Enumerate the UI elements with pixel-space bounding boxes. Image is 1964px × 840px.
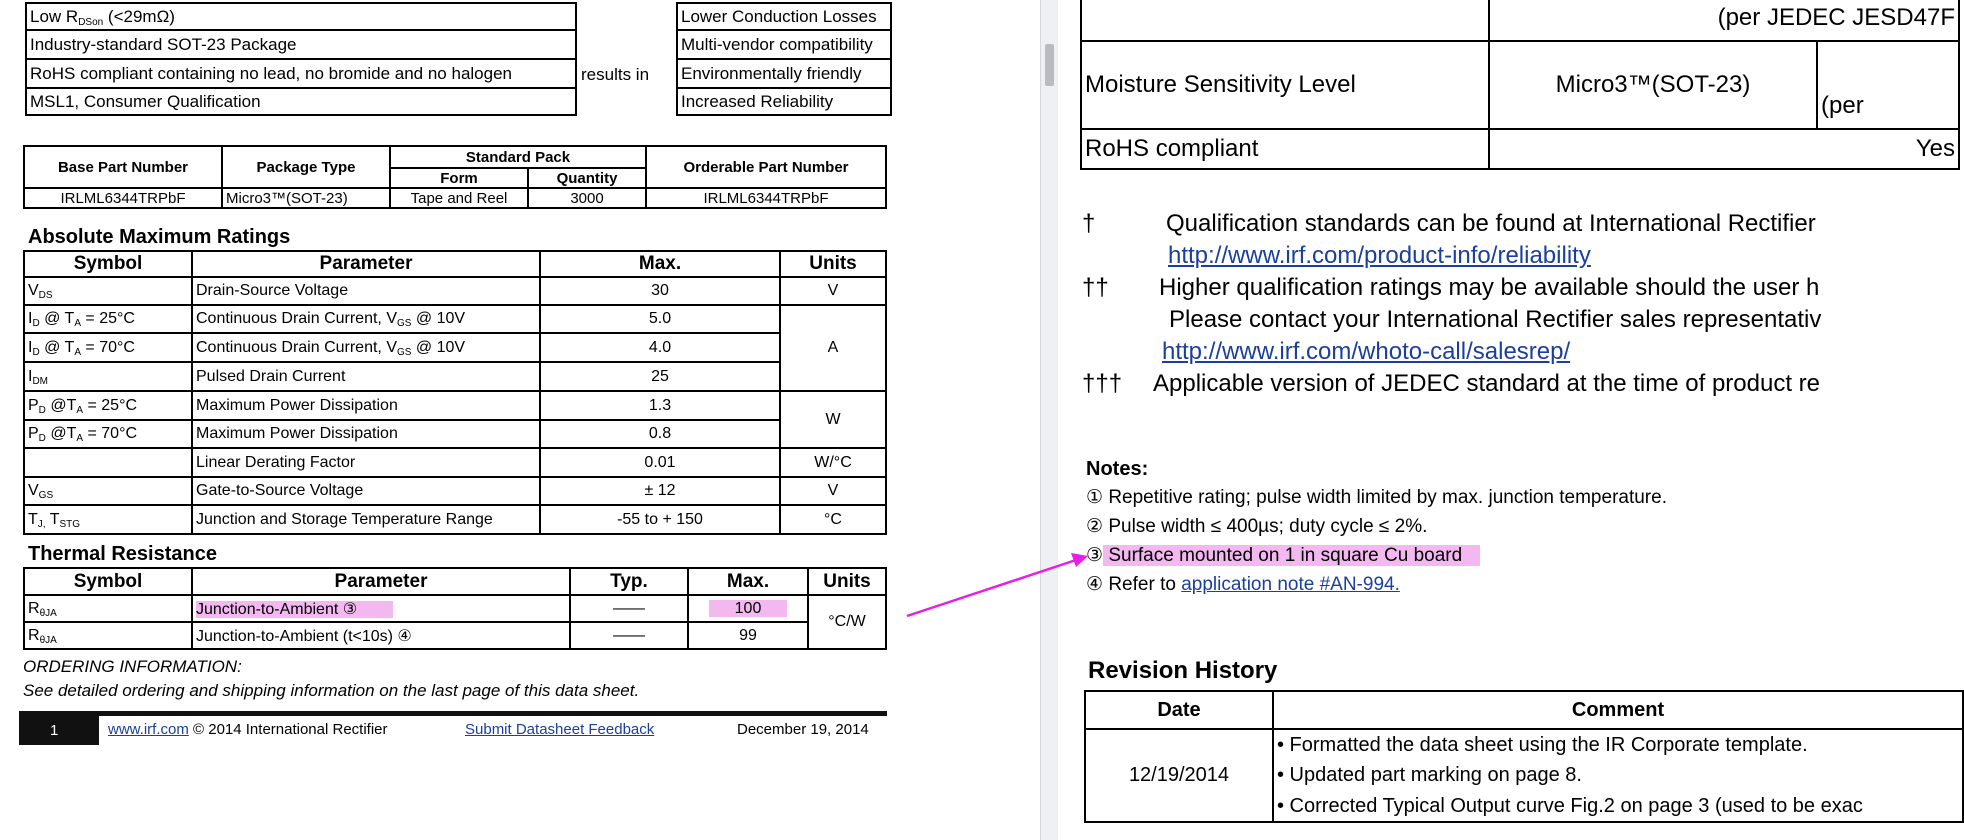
- max-cell: 25: [540, 362, 780, 391]
- footnote-mark: †: [1082, 210, 1096, 237]
- highlighted-parameter: Junction-to-Ambient ③: [196, 601, 393, 618]
- symbol-cell: $V_{GS}$: [24, 477, 192, 505]
- ordering-info-text: See detailed ordering and shipping information on the last page of this data sheet.: [23, 681, 640, 700]
- feedback-link[interactable]: Submit Datasheet Feedback: [465, 721, 655, 738]
- result-cell: Increased Reliability: [677, 88, 891, 115]
- typ-cell: ——: [570, 622, 688, 649]
- symbol-cell: $R_{\theta JA}$: [24, 595, 192, 622]
- feature-cell: Low $R_{DSon}$ (<29mΩ): [26, 3, 576, 30]
- note-item: ① Repetitive rating; pulse width limited by max. junction temperature.: [1086, 487, 1667, 508]
- header-units: Units: [780, 251, 886, 277]
- footnote-text: Qualification standards can be found at International Rectifier: [1166, 210, 1816, 237]
- units-cell: V: [780, 477, 886, 505]
- symbol-cell: $P_D$ $@T_A = 25^\circ C$: [24, 391, 192, 420]
- header-symbol: Symbol: [24, 568, 192, 595]
- units-cell: A: [780, 305, 886, 391]
- max-cell: -55 to + 150: [540, 505, 780, 534]
- footer-url-link[interactable]: www.irf.com: [108, 721, 189, 738]
- header-orderable: Orderable Part Number: [646, 146, 886, 188]
- symbol-cell: $I_{DM}$: [24, 362, 192, 391]
- arrow-head: [1071, 553, 1088, 567]
- revision-comment: • Updated part marking on page 8.: [1273, 760, 1963, 791]
- qualification-level-value: (per JEDEC JESD47F: [1489, 0, 1959, 41]
- footer-page-number: 1: [50, 722, 59, 739]
- header-standard-pack: Standard Pack: [390, 146, 646, 168]
- max-cell: ± 12: [540, 477, 780, 505]
- header-quantity: Quantity: [528, 168, 646, 188]
- revision-comment: • Formatted the data sheet using the IR Corporate template.: [1273, 729, 1963, 760]
- max-cell: 5.0: [540, 305, 780, 333]
- footnote-text: Applicable version of JEDEC standard at the time of product re: [1153, 370, 1821, 397]
- note-item: ④ Refer to application note #AN-994.: [1086, 574, 1400, 595]
- header-typ: Typ.: [570, 568, 688, 595]
- salesrep-link[interactable]: http://www.irf.com/whoto-call/salesrep/: [1162, 338, 1571, 365]
- footnote-mark: ††: [1082, 274, 1109, 301]
- parameter-cell: Maximum Power Dissipation: [192, 391, 540, 420]
- symbol-cell: $P_D$ $@T_A = 70^\circ C$: [24, 420, 192, 448]
- parameter-cell: Gate-to-Source Voltage: [192, 477, 540, 505]
- header-package: Package Type: [222, 146, 390, 188]
- rohs-value: Yes: [1489, 129, 1959, 169]
- rohs-label: RoHS compliant: [1081, 129, 1489, 169]
- revision-date: 12/19/2014: [1085, 729, 1273, 822]
- app-note-link[interactable]: application note #AN-994.: [1181, 574, 1400, 595]
- typ-cell: ——: [570, 595, 688, 622]
- parameter-cell: Junction-to-Ambient (t<10s) ④: [192, 622, 570, 649]
- header-units: Units: [808, 568, 886, 595]
- symbol-cell: $R_{\theta JA}$: [24, 622, 192, 649]
- quantity-value: 3000: [528, 188, 646, 208]
- header-symbol: Symbol: [24, 251, 192, 277]
- feature-cell: Industry-standard SOT-23 Package: [26, 30, 576, 59]
- max-cell: 0.01: [540, 448, 780, 477]
- parameter-cell: Linear Derating Factor: [192, 448, 540, 477]
- max-cell: 1.3: [540, 391, 780, 420]
- footnote-mark: †††: [1082, 370, 1123, 397]
- parameter-cell: Continuous Drain Current, $V_{GS}$ @ 10V: [192, 333, 540, 362]
- footer-copyright: www.irf.com © 2014 International Rectifier: [108, 721, 388, 738]
- abs-max-title: Absolute Maximum Ratings: [28, 226, 291, 248]
- parameter-cell: Drain-Source Voltage: [192, 277, 540, 305]
- max-cell: 30: [540, 277, 780, 305]
- symbol-cell: $V_{DS}$: [24, 277, 192, 305]
- results-in-label: results in: [581, 65, 650, 84]
- max-cell: 0.8: [540, 420, 780, 448]
- form-value: Tape and Reel: [390, 188, 528, 208]
- units-cell: W: [780, 391, 886, 448]
- notes-title: Notes:: [1086, 458, 1149, 480]
- header-parameter: Parameter: [192, 251, 540, 277]
- parameter-cell: Pulsed Drain Current: [192, 362, 540, 391]
- revision-comment: • Corrected Typical Output curve Fig.2 on page 3 (used to be exac: [1273, 791, 1963, 822]
- msl-value: (per: [1817, 41, 1959, 129]
- highlighted-note: Surface mounted on 1 in square Cu board: [1103, 545, 1480, 566]
- feature-cell: RoHS compliant containing no lead, no bromide and no halogen: [26, 59, 576, 88]
- orderable-value: IRLML6344TRPbF: [646, 188, 886, 208]
- header-form: Form: [390, 168, 528, 188]
- package-value: Micro3™(SOT-23): [222, 188, 390, 208]
- header-max: Max.: [688, 568, 808, 595]
- parameter-cell: Maximum Power Dissipation: [192, 420, 540, 448]
- footer-date: December 19, 2014: [737, 721, 869, 738]
- feature-cell: MSL1, Consumer Qualification: [26, 88, 576, 115]
- revision-title: Revision History: [1088, 657, 1278, 684]
- units-cell: °C: [780, 505, 886, 534]
- symbol-cell: $T_{J,}$ $T_{STG}$: [24, 505, 192, 534]
- msl-label: Moisture Sensitivity Level: [1081, 41, 1489, 129]
- result-cell: Environmentally friendly: [677, 59, 891, 88]
- parameter-cell: Junction and Storage Temperature Range: [192, 505, 540, 534]
- base-part-value: IRLML6344TRPbF: [24, 188, 222, 208]
- result-cell: Lower Conduction Losses: [677, 3, 891, 30]
- header-comment: Comment: [1273, 691, 1963, 729]
- header-parameter: Parameter: [192, 568, 570, 595]
- footnote-text: Please contact your International Rectifier sales representativ: [1169, 306, 1822, 333]
- symbol-cell: $I_D$ @ $T_A = 70^\circ C$: [24, 333, 192, 362]
- header-date: Date: [1085, 691, 1273, 729]
- units-cell: V: [780, 277, 886, 305]
- header-max: Max.: [540, 251, 780, 277]
- thermal-title: Thermal Resistance: [28, 543, 217, 565]
- max-cell: 4.0: [540, 333, 780, 362]
- msl-package: Micro3™(SOT-23): [1489, 41, 1817, 129]
- parameter-cell: Continuous Drain Current, $V_{GS}$ @ 10V: [192, 305, 540, 333]
- max-cell: 99: [688, 622, 808, 649]
- note-item: ③ Surface mounted on 1 in square Cu board: [1086, 544, 1480, 567]
- highlighted-max: 100: [709, 600, 788, 617]
- units-cell: W/°C: [780, 448, 886, 477]
- note-item: ② Pulse width ≤ 400µs; duty cycle ≤ 2%.: [1086, 516, 1428, 537]
- header-base-part: Base Part Number: [24, 146, 222, 188]
- symbol-cell: $I_D$ @ $T_A = 25^\circ C$: [24, 305, 192, 333]
- arrow-shaft: [907, 560, 1076, 616]
- result-cell: Multi-vendor compatibility: [677, 30, 891, 59]
- footnote-text: Higher qualification ratings may be available should the user h: [1159, 274, 1820, 301]
- units-cell: °C/W: [808, 595, 886, 649]
- reliability-link[interactable]: http://www.irf.com/product-info/reliability: [1168, 242, 1591, 269]
- ordering-info-title: ORDERING INFORMATION:: [23, 657, 242, 676]
